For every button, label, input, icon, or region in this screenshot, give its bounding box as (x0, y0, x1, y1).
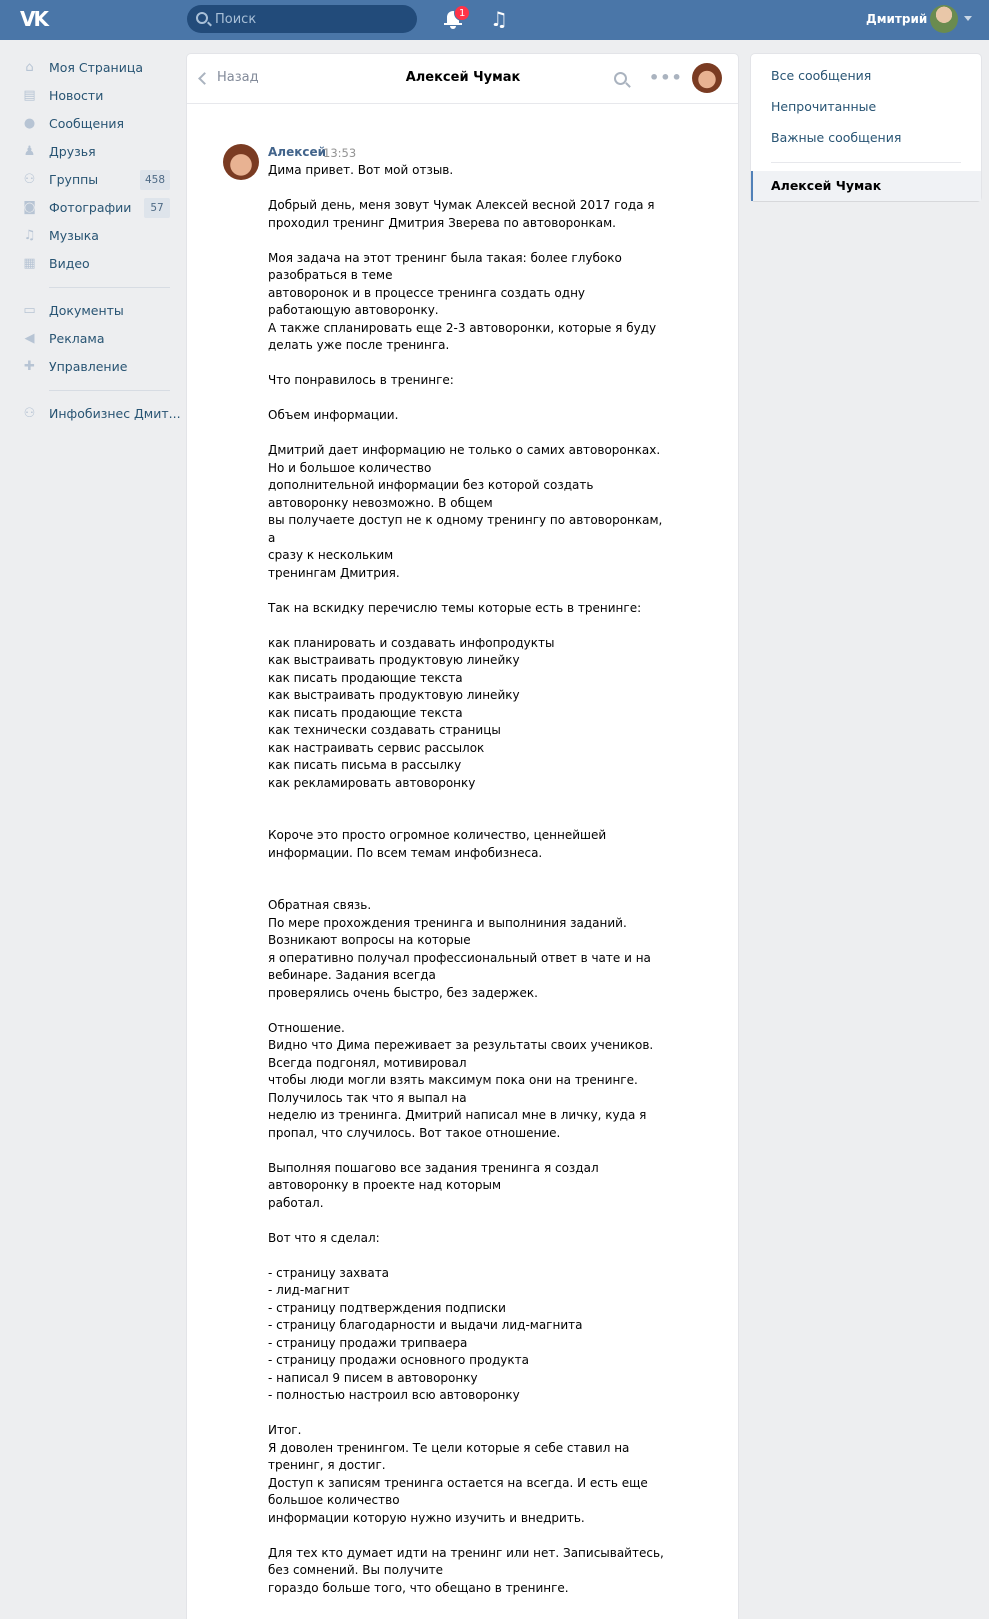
chevron-left-icon (198, 72, 211, 85)
more-icon[interactable]: ••• (649, 68, 683, 87)
news-icon: ▤ (23, 88, 36, 103)
sidebar-item-manage[interactable] (20, 353, 170, 381)
home-icon: ⌂ (25, 60, 34, 75)
back-label: Назад (217, 70, 259, 85)
user-name[interactable]: Дмитрий (866, 12, 928, 26)
vk-logo[interactable]: VK (20, 7, 47, 31)
messages-filter-panel (751, 54, 981, 201)
search-icon[interactable] (614, 72, 627, 85)
sidebar-item-ads[interactable] (20, 325, 170, 353)
avatar[interactable] (930, 5, 958, 33)
chat-panel (187, 54, 738, 1619)
photos-count: 57 (144, 198, 170, 218)
search-box[interactable] (187, 5, 417, 33)
sidebar-item-news[interactable] (20, 82, 170, 110)
message-avatar[interactable] (223, 144, 259, 180)
sidebar-item-friends[interactable] (20, 138, 170, 166)
sidebar-item-label: Видео (49, 256, 90, 271)
community-icon: ⚇ (23, 406, 36, 421)
friends-icon: ♟ (23, 144, 36, 159)
documents-icon: ▭ (23, 303, 36, 318)
active-conversation-item[interactable] (751, 171, 981, 201)
search-input[interactable] (215, 5, 410, 33)
chat-header (187, 54, 738, 104)
filter-unread[interactable]: Непрочитанные (771, 99, 877, 114)
message-text: Дима привет. Вот мой отзыв. Добрый день, меня зовут Чумак Алексей весной 2017 года я проходил тренинг Дмитрия Зверева по автоворонкам. Моя задача на этот тренинг была такая: более глубоко разобраться в теме автоворонок и в процессе тренинга создать одну работающую автоворонку. А также спланировать еще 2-3 автоворонки, которые я буду делать уже после тренинга. Что понравилось в тренинге: Объем информации. Дмитрий дает информацию не только о самих автоворонках. Но и большое количество дополнительной информации без которой создать автоворонку невозможно. В общем вы получаете доступ не к одному тренингу по автоворонкам, а сразу к нескольким тренингам Дмитрия. Так на вскидку перечислю темы которые есть в тренинге: как планировать и создавать инфопродукты как выстраивать продуктовую линейку как писать продающие текста как выстраивать продуктовую линейку как писать продающие текста как технически создавать страницы как настраивать сервис рассылок как писать письма в рассылку как рекламировать автоворонку Короче это просто огромное количество, ценнейшей информации. По всем темам инфобизнеса. Обратная связь. По мере прохождения тренинга и выполниния заданий. Возникают вопросы на которые я оперативно получал профессиональный ответ в чате и на вебинаре. Задания всегда проверялись очень быстро, без задержек. Отношение. Видно что Дима переживает за результаты своих учеников. Всегда подгонял, мотивировал чтобы люди могли взять максимум пока они на тренинге. Получилось так что я выпал на неделю из тренинга. Дмитрий написал мне в личку, куда я пропал, что случилось. Вот такое отношение. Выполняя пошагово все задания тренинга я создал автоворонку в проекте над которым работал. Вот что я сделал: - страницу захвата - лид-магнит - страницу подтверждения подписки - страницу благодарности и выдачи лид-магнита - страницу продажи трипваера - страницу продажи основного продукта - написал 9 писем в автоворонку - полностью настроил всю автоворонку Итог. Я доволен тренингом. Те цели которые я себе ставил на тренинг, я достиг. Доступ к записям тренинга остается на всегда. И есть еще большое количество информации которую нужно изучить и внедрить. Для тех кто думает идти на тренинг или нет. Записывайтесь, без сомнений. Вы получите гораздо больше того, что обещано в тренинге. (268, 163, 664, 1595)
sidebar-item-community[interactable] (20, 400, 181, 428)
camera-icon: ◙ (23, 200, 36, 215)
message-author[interactable]: Алексей (268, 145, 327, 159)
music-icon[interactable]: ♫ (490, 7, 508, 31)
peer-avatar[interactable] (692, 63, 722, 93)
ads-icon: ◀ (24, 331, 35, 346)
divider (771, 162, 961, 163)
sidebar-item-label: Документы (49, 303, 124, 318)
divider (49, 390, 170, 391)
sidebar-item-label: Новости (49, 88, 104, 103)
sidebar-item-video[interactable] (20, 250, 170, 278)
sidebar-item-music[interactable] (20, 222, 170, 250)
sidebar-item-documents[interactable] (20, 297, 170, 325)
sidebar-item-photos[interactable] (20, 194, 170, 222)
groups-count: 458 (140, 170, 170, 190)
sidebar-item-label: Сообщения (49, 116, 125, 131)
chat-title[interactable]: Алексей Чумак (405, 70, 521, 85)
notifications-badge: 1 (454, 5, 470, 21)
sidebar-item-groups[interactable] (20, 166, 170, 194)
sidebar-item-label: Группы (49, 172, 99, 187)
sidebar-item-label: Реклама (49, 331, 105, 346)
sidebar-item-label: Фотографии (49, 200, 132, 215)
groups-icon: ⚇ (23, 172, 36, 187)
filter-all-messages[interactable]: Все сообщения (771, 68, 872, 83)
sidebar-item-label: Моя Страница (49, 60, 143, 75)
messages-icon: ● (23, 116, 36, 131)
music-icon: ♫ (23, 228, 36, 243)
sidebar-item-label: Музыка (49, 228, 99, 243)
message-time[interactable]: 13:53 (323, 146, 357, 160)
sidebar-item-my-page[interactable] (20, 54, 170, 82)
search-icon (196, 12, 208, 24)
gamepad-icon: ✚ (24, 359, 35, 374)
sidebar-item-label: Управление (49, 359, 128, 374)
left-menu (20, 54, 181, 428)
divider (49, 287, 170, 288)
chevron-down-icon[interactable] (964, 16, 972, 21)
top-bar (0, 0, 989, 40)
sidebar-item-label: Инфобизнес Дмит... (49, 406, 181, 421)
video-icon: ▦ (23, 256, 36, 271)
sidebar-item-messages[interactable] (20, 110, 170, 138)
active-conversation-label: Алексей Чумак (771, 178, 882, 193)
filter-important[interactable]: Важные сообщения (771, 130, 902, 145)
sidebar-item-label: Друзья (49, 144, 96, 159)
